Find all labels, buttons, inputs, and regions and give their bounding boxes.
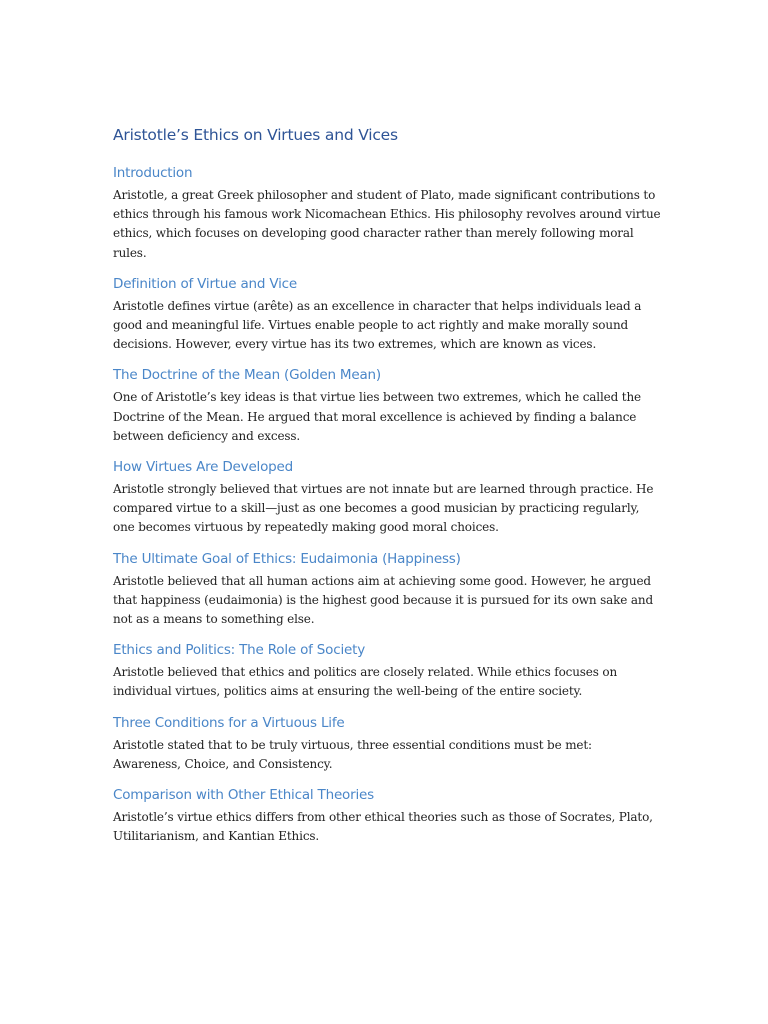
section-body: Aristotle believed that ethics and politics are closely related. While ethics focuses on individual virtues, politics aims at ensuring the well-being of the entire society.: [113, 665, 618, 699]
section-body: Aristotle strongly believed that virtues are not innate but are learned through practice. He compared virtue to a skill—just as one becomes a good musician by practicing regularly, one becomes virtuous by repeatedly making good moral choices.: [113, 482, 654, 535]
section-comparison: [113, 785, 663, 846]
section-heading: Introduction: [113, 165, 193, 181]
section-body: Aristotle defines virtue (arête) as an excellence in character that helps individuals lead a good and meaningful life. Virtues enable people to act rightly and make morally sound decisions. However, every virtue has its two extremes, which are known as vices.: [113, 298, 642, 352]
section-heading: Three Conditions for a Virtuous Life: [113, 714, 345, 731]
document-page: [113, 124, 663, 857]
section-body: Aristotle believed that all human actions aim at achieving some good. However, he argued that happiness (eudaimonia) is the highest good because it is pursued for its own sake and not as a means to something else.: [113, 573, 654, 627]
section-three-conditions: [113, 713, 663, 774]
section-heading: Ethics and Politics: The Role of Society: [113, 642, 366, 659]
section-eudaimonia: [113, 549, 663, 630]
section-heading: Comparison with Other Ethical Theories: [113, 787, 374, 804]
section-body: Aristotle’s virtue ethics differs from other ethical theories such as those of Socrates, Plato, Utilitarianism, and Kantian Ethics.: [113, 810, 653, 844]
section-definition: [113, 274, 663, 355]
section-heading: How Virtues Are Developed: [113, 459, 293, 476]
section-introduction: [113, 163, 663, 263]
section-body: Aristotle, a great Greek philosopher and student of Plato, made significant contributions to ethics through his famous work Nicomachean Ethics. His philosophy revolves around virtue ethics, which focuses on developing good character rather than merely following moral rules.: [113, 188, 661, 260]
section-body: Aristotle stated that to be truly virtuous, three essential conditions must be met: Awareness, Choice, and Consistency.: [113, 737, 592, 771]
section-doctrine-of-mean: [113, 365, 663, 446]
section-body: One of Aristotle’s key ideas is that virtue lies between two extremes, which he called the Doctrine of the Mean. He argued that moral excellence is achieved by finding a balance between deficiency and excess.: [113, 390, 641, 443]
section-ethics-politics: [113, 640, 663, 701]
section-heading: The Ultimate Goal of Ethics: Eudaimonia (Happiness): [113, 550, 461, 567]
section-heading: Definition of Virtue and Vice: [113, 275, 297, 292]
section-virtues-developed: [113, 457, 663, 538]
section-heading: The Doctrine of the Mean (Golden Mean): [113, 367, 381, 384]
document-title: Aristotle’s Ethics on Virtues and Vices: [113, 126, 398, 144]
